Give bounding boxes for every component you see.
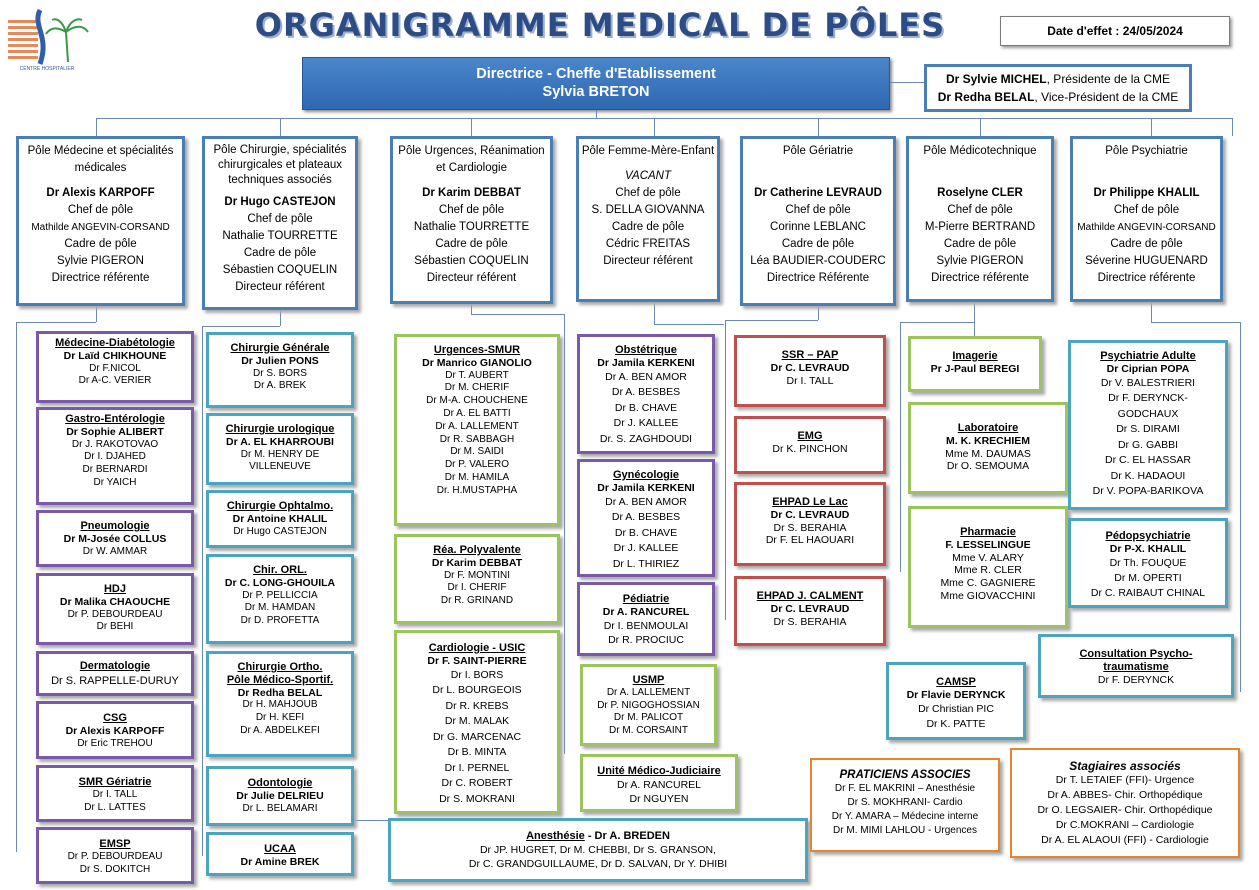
pole-chef: Dr Catherine LEVRAUD — [754, 187, 882, 199]
service-member: Dr A. LALLEMENT — [435, 420, 519, 432]
pole-medicotechnique — [906, 136, 1054, 302]
pole-cadre-role: Cadre de pôle — [435, 238, 508, 250]
pole-cadre-role: Cadre de pôle — [943, 238, 1017, 250]
service-chief: Dr M-Josée COLLUS — [63, 532, 167, 545]
service-member: Mme M. DAUMAS — [945, 447, 1031, 460]
service-chief: Dr Ciprian POPA — [1106, 362, 1190, 375]
service-member: Dr R. KREBS — [445, 699, 509, 712]
service-chirurgie-urologique — [206, 413, 354, 485]
service-member: Dr A. BESBES — [611, 511, 681, 524]
service-member: Dr B. CHAVE — [614, 526, 678, 539]
pole-chef-role: Chef de pôle — [67, 204, 134, 216]
stagiaire-item: Dr T. LETAIEF (FFI)- Urgence — [1055, 773, 1195, 786]
service-subtitle: Pôle Médico-Sportif. — [226, 673, 334, 686]
service-title: Chirurgie Ortho. — [237, 661, 323, 673]
service-title: CSG — [103, 712, 127, 724]
stagiaires-associes-box — [1010, 748, 1240, 858]
service-title: Chirurgie urologique — [225, 423, 335, 435]
service-chirurgie-ophtalmo — [206, 490, 354, 548]
service-csg — [36, 701, 194, 759]
service-pharmacie — [908, 506, 1068, 628]
service-member: Dr P. DEBOURDEAU — [67, 850, 163, 862]
pole-chef: VACANT — [624, 170, 671, 182]
service-member: Dr C. EL HASSAR — [1105, 454, 1191, 467]
service-pneumologie — [36, 510, 194, 567]
pole-chef-role: Chef de pôle — [785, 204, 851, 216]
pole-cadre: Mathilde ANGEVIN-CORSAND — [31, 222, 170, 233]
service-subtitle: traumatisme — [1103, 660, 1169, 673]
praticien-item: Dr M. MIMI LAHLOU - Urgences — [833, 824, 977, 836]
cme-president-role: , Présidente de la CME — [1046, 72, 1171, 86]
service-medecine-diabetologie — [36, 331, 194, 403]
service-chief: Dr Laïd CHIKHOUNE — [63, 349, 167, 362]
logo-text: CENTRE HOSPITALIER — [19, 66, 75, 72]
service-chief: Dr A. RANCUREL — [602, 605, 690, 618]
service-member: Dr I. CHERIF — [447, 582, 507, 594]
service-gastro — [36, 407, 194, 505]
service-member: Dr L. BELAMARI — [242, 802, 318, 814]
pole-chef-role: Chef de pôle — [615, 187, 681, 199]
service-member: Dr A. ABDELKEFI — [240, 724, 320, 736]
service-member: Dr B. MINTA — [447, 746, 507, 759]
service-member: Dr YAICH — [93, 476, 137, 488]
service-imagerie — [908, 336, 1042, 392]
service-chief: Dr Manrico GIANOLIO — [422, 356, 532, 369]
service-title: Pédopsychiatrie — [1105, 530, 1191, 542]
pole-dir-role: Directeur référent — [426, 272, 517, 284]
service-chief: Dr C. LEVRAUD — [770, 602, 850, 615]
service-chief: Dr C. LONG-GHOUILA — [224, 576, 336, 589]
service-chief: Dr F. SAINT-PIERRE — [427, 654, 527, 667]
service-title: Médecine-Diabétologie — [55, 337, 175, 349]
service-chief: Dr Malika CHAOUCHE — [59, 595, 171, 608]
service-member: Dr F. MONTINI — [443, 569, 511, 581]
service-chief: Dr C. LEVRAUD — [770, 508, 850, 521]
service-title: Gynécologie — [612, 469, 680, 481]
service-member: Dr I. DJAHED — [84, 451, 146, 463]
pole-dir: Sylvie PIGERON — [936, 255, 1024, 267]
service-member: Mme C. GAGNIERE — [940, 577, 1036, 590]
service-member: Dr S. BERAHIA — [773, 521, 847, 534]
cme-president-name: Dr Sylvie MICHEL — [945, 72, 1047, 86]
pole-title: Pôle Femme-Mère-Enfant — [581, 145, 715, 157]
service-title: Chirurgie Ophtalmo. — [226, 500, 334, 512]
pole-chef-role: Chef de pôle — [947, 204, 1013, 216]
pole-dir: Sébastien COQUELIN — [222, 264, 338, 276]
cme-vice-name: Dr Redha BELAL — [937, 90, 1035, 104]
service-gynecologie — [577, 459, 715, 577]
service-title: CAMSP — [936, 676, 976, 688]
service-member: Dr S. RAPPELLE-DURUY — [51, 674, 179, 687]
service-member: Dr B. CHAVE — [614, 401, 678, 414]
cme-vice-role: , Vice-Président de la CME — [1034, 90, 1179, 104]
service-member: Dr I. TALL — [92, 788, 138, 800]
stagiaire-item: Dr O. LEGSAIER- Chir. Orthopédique — [1037, 803, 1213, 816]
service-title: Unité Médico-Judiciaire — [597, 765, 721, 777]
service-chief: Dr Jamila KERKENI — [597, 356, 695, 369]
service-chief: Dr Julie DELRIEU — [236, 789, 324, 802]
pole-dir-role: Directrice référente — [931, 272, 1029, 284]
service-title: EMG — [797, 430, 823, 442]
service-member: Dr J. KALLEE — [613, 417, 679, 430]
service-title: EHPAD J. CALMENT — [756, 590, 864, 602]
service-member: Dr S. MOKRANI — [439, 792, 515, 805]
service-member: Dr T. AUBERT — [445, 369, 509, 381]
pole-chef: Dr Alexis KARPOFF — [46, 187, 155, 199]
service-title: EMSP — [99, 838, 131, 850]
service-member: Dr R. SABBAGH — [439, 433, 515, 445]
service-member: Dr A. LALLEMENT — [606, 686, 691, 698]
service-member: Dr I. BENMOULAI — [603, 619, 689, 632]
pole-chef-role: Chef de pôle — [438, 204, 505, 216]
pole-chef: Roselyne CLER — [937, 187, 1023, 199]
service-member: Dr F. EL HAOUARI — [765, 534, 855, 547]
service-member: Dr M-A. CHOUCHENE — [426, 395, 528, 407]
service-member: Dr H. MAHJOUB — [242, 699, 318, 711]
service-member: Dr J. KALLEE — [613, 542, 679, 555]
praticien-item: Dr Y. AMARA – Médecine interne — [831, 810, 979, 822]
service-usmp — [580, 664, 717, 746]
service-member: Mme GIOVACCHINI — [940, 589, 1036, 602]
director-name: Sylvia BRETON — [542, 84, 650, 100]
service-chief: - Dr A. BREDEN — [584, 830, 670, 842]
service-member: Dr F. DERYNCK — [1097, 673, 1175, 686]
service-chief: Dr Jamila KERKENI — [597, 481, 695, 494]
service-title: USMP — [632, 674, 665, 686]
service-chief: Dr C. LEVRAUD — [770, 361, 850, 374]
service-member: Dr BERNARDI — [82, 464, 148, 476]
service-member: VILLENEUVE — [249, 461, 311, 473]
pole-dir: Léa BAUDIER-COUDERC — [750, 255, 886, 267]
cme-box — [924, 64, 1192, 112]
service-member: Dr S. DIRAMI — [1116, 423, 1180, 436]
praticiens-title: PRATICIENS ASSOCIES — [839, 769, 971, 781]
service-member: Dr F.NICOL — [89, 362, 141, 374]
director-role: Directrice - Cheffe d'Etablissement — [476, 66, 716, 82]
service-title: Odontologie — [247, 777, 313, 789]
pole-cadre-role: Cadre de pôle — [781, 238, 855, 250]
service-chief: Dr Redha BELAL — [237, 686, 323, 699]
service-ucaa — [206, 832, 354, 876]
service-title: Laboratoire — [957, 422, 1019, 434]
service-chief: Pr J-Paul BEREGI — [930, 362, 1020, 375]
service-member: Mme R. CLER — [954, 564, 1022, 577]
service-odontologie — [206, 766, 354, 826]
service-member: GODCHAUX — [1117, 407, 1179, 420]
service-laboratoire — [908, 402, 1068, 494]
service-member: Dr. S. ZAGHDOUDI — [599, 432, 693, 445]
service-chief: Dr A. EL KHARROUBI — [226, 435, 334, 448]
service-member: Dr C. RAIBAUT CHINAL — [1090, 586, 1206, 599]
service-title: Chir. ORL. — [253, 564, 307, 576]
service-member: Dr P. DEBOURDEAU — [67, 608, 163, 620]
page-title: ORGANIGRAMME MEDICAL DE PÔLES — [254, 6, 946, 44]
service-member: Dr A-C. VERIER — [78, 375, 152, 387]
service-ehpad-j-calment — [734, 576, 886, 646]
service-member: Dr A. EL BATTI — [443, 407, 511, 419]
pole-dir: Sébastien COQUELIN — [414, 255, 529, 267]
service-title: EHPAD Le Lac — [772, 496, 848, 508]
service-emg — [734, 416, 886, 474]
service-hdj — [36, 573, 194, 645]
pole-dir-role: Directeur référent — [235, 281, 325, 293]
service-title: Gastro-Entérologie — [65, 413, 165, 425]
service-member: Mme V. ALARY — [952, 551, 1024, 564]
pole-geriatrie — [740, 136, 896, 306]
stagiaire-item: Dr C.MOKRANI – Cardiologie — [1055, 818, 1195, 831]
service-ssr-pap — [734, 335, 886, 407]
service-member: Dr G. GABBI — [1117, 438, 1179, 451]
praticien-item: Dr F. EL MAKRINI – Anesthésie — [834, 782, 976, 794]
service-member: Dr J. RAKOTOVAO — [71, 438, 159, 450]
pole-cadre: M-Pierre BERTRAND — [924, 221, 1036, 233]
service-title: Réa. Polyvalente — [433, 544, 521, 556]
pole-medecine — [16, 136, 185, 306]
director-box — [302, 57, 890, 110]
service-member: Dr JP. HUGRET, Dr M. CHEBBI, Dr S. GRANSON, — [479, 843, 717, 856]
pole-cadre: S. DELLA GIOVANNA — [591, 204, 705, 216]
service-member: Dr A. BEN AMOR — [605, 370, 687, 383]
pole-title: Pôle Médecine et spécialités médicales — [27, 145, 174, 174]
pole-urgences — [390, 136, 553, 304]
pole-chef-role: Chef de pôle — [1113, 204, 1180, 216]
service-chief: Dr Alexis KARPOFF — [65, 724, 165, 737]
service-member: Dr I. PERNEL — [444, 761, 510, 774]
pole-chirurgie — [202, 136, 358, 310]
praticien-item: Dr S. MOKHRANI- Cardio — [847, 796, 963, 808]
service-chief: Dr Amine BREK — [240, 855, 320, 868]
pole-chef: Dr Karim DEBBAT — [422, 187, 521, 199]
service-unite-medico-judiciaire — [580, 754, 738, 812]
service-chief: Dr Flavie DERYNCK — [906, 688, 1006, 701]
service-chirurgie-orl — [206, 554, 354, 644]
pole-chef: Dr Philippe KHALIL — [1093, 187, 1200, 199]
service-pedopsychiatrie — [1068, 518, 1228, 608]
pole-dir-role: Directrice référente — [51, 272, 150, 284]
service-member: Dr D. PROFETTA — [240, 615, 320, 627]
service-title: Chirurgie Générale — [230, 342, 330, 354]
service-member: Dr NGUYEN — [629, 792, 689, 805]
pole-dir-role: Directrice référente — [1097, 272, 1196, 284]
service-member: Dr M. HAMILA — [444, 471, 510, 483]
pole-chef: Dr Hugo CASTEJON — [224, 196, 336, 208]
pole-femme-mere-enfant — [576, 136, 720, 302]
service-psychiatrie-adulte — [1068, 340, 1228, 510]
pole-dir: Séverine HUGUENARD — [1085, 255, 1208, 267]
pole-title: Pôle Urgences, Réanimation et Cardiologie — [398, 145, 545, 174]
service-member: Dr Christian PIC — [918, 702, 994, 715]
service-title: Dermatologie — [79, 660, 151, 672]
pole-title: Pôle Psychiatrie — [1105, 145, 1188, 157]
service-member: Dr A. BREK — [253, 380, 307, 392]
service-title: Psychiatrie Adulte — [1100, 350, 1196, 362]
service-chirurgie-ortho — [206, 651, 354, 757]
service-title: Pédiatrie — [622, 593, 670, 605]
service-title: Urgences-SMUR — [433, 344, 521, 356]
service-cardiologie-usic — [394, 630, 560, 814]
service-chief: M. K. KRECHIEM — [946, 434, 1030, 447]
service-member: Dr P. VALERO — [444, 459, 510, 471]
service-member: Dr Eric TREHOU — [77, 737, 153, 749]
service-member: Dr S. BERAHIA — [773, 615, 847, 628]
service-member: Dr BEHI — [96, 621, 134, 633]
service-member: Dr R. GRINAND — [440, 595, 514, 607]
service-member: Dr I. BORS — [450, 668, 504, 681]
service-chief: F. LESSELINGUE — [945, 538, 1031, 551]
service-rea-polyvalente — [394, 534, 560, 624]
service-title: Imagerie — [952, 350, 998, 362]
pole-dir-role: Directeur référent — [603, 255, 693, 267]
service-member: Dr M. MALAK — [444, 715, 510, 728]
service-title: SSR – PAP — [781, 349, 839, 361]
service-member: Dr F. DERYNCK- — [1108, 392, 1188, 405]
service-member: Dr L. BOURGEOIS — [432, 684, 522, 697]
service-member: Dr C. ROBERT — [441, 777, 513, 790]
pole-cadre-role: Cadre de pôle — [64, 238, 137, 250]
service-chief: Dr P-X. KHALIL — [1109, 542, 1187, 555]
service-member: Dr S. BORS — [253, 367, 307, 379]
service-pediatrie — [577, 582, 715, 656]
service-member: Dr A. RANCUREL — [616, 778, 701, 791]
pole-cadre-role: Cadre de pôle — [243, 247, 317, 259]
service-member: Dr W. AMMAR — [82, 545, 148, 557]
service-member: Dr P. PELLICCIA — [242, 589, 318, 601]
service-member: Dr A. BEN AMOR — [605, 495, 687, 508]
stagiaire-item: Dr A. EL ALAOUI (FFI) - Cardiologie — [1041, 833, 1209, 846]
service-member: Dr M. HENRY DE — [240, 448, 320, 460]
service-title: Cardiologie - USIC — [428, 642, 526, 654]
service-obstetrique — [577, 334, 715, 454]
pole-cadre: Corinne LEBLANC — [770, 221, 866, 233]
service-chirurgie-generale — [206, 332, 354, 408]
service-title: Consultation Psycho- — [1079, 648, 1193, 660]
service-member: Dr L. THIRIEZ — [612, 557, 680, 570]
service-title: Anesthésie — [526, 830, 585, 842]
service-anesthesie — [388, 818, 808, 882]
service-member: Dr M. CHERIF — [444, 382, 510, 394]
service-member: Dr L. LATTES — [84, 801, 146, 813]
service-member: Dr M. OPERTI — [1114, 571, 1182, 584]
service-title: UCAA — [264, 843, 296, 855]
effective-date: Date d'effet : 24/05/2024 — [1000, 16, 1230, 46]
pole-dir-role: Directrice Référente — [766, 272, 870, 284]
stagiaire-item: Dr A. ABBES- Chir. Orthopédique — [1047, 788, 1203, 801]
service-member: Dr V. POPA-BARIKOVA — [1092, 485, 1204, 498]
service-member: Dr Hugo CASTEJON — [233, 525, 327, 537]
pole-title: Pôle Chirurgie, spécialités chirurgicales et plateaux techniques associés — [213, 144, 347, 186]
service-camsp — [886, 662, 1026, 740]
pole-chef-role: Chef de pôle — [247, 213, 313, 225]
pole-title: Pôle Médicotechnique — [923, 145, 1037, 157]
service-member: Dr S. DOKITCH — [79, 863, 151, 875]
service-member: Dr K. PATTE — [926, 717, 986, 730]
service-chief: Dr Antoine KHALIL — [232, 512, 328, 525]
service-member: Dr R. PROCIUC — [608, 633, 684, 646]
service-member: Dr M. HAMDAN — [244, 602, 316, 614]
service-member: Dr V. BALESTRIERI — [1100, 376, 1196, 389]
service-member: Dr O. SEMOUMA — [946, 460, 1030, 473]
service-member: Dr H. KEFI — [255, 712, 305, 724]
pole-title: Pôle Gériatrie — [782, 145, 854, 157]
pole-cadre: Mathilde ANGEVIN-CORSAND — [1077, 222, 1216, 233]
pole-cadre-role: Cadre de pôle — [611, 221, 685, 233]
service-title: HDJ — [103, 583, 126, 595]
service-consultation-psychotraumatisme — [1038, 634, 1234, 698]
service-smr-geriatrie — [36, 765, 194, 822]
service-member: Dr Th. FOUQUE — [1109, 556, 1187, 569]
service-member: Dr K. HADAOUI — [1110, 469, 1186, 482]
service-member: Dr P. NIGOGHOSSIAN — [597, 699, 700, 711]
service-member: Dr G. MARCENAC — [432, 730, 522, 743]
service-chief: Dr Julien PONS — [241, 354, 319, 367]
service-chief: Dr Karim DEBBAT — [431, 556, 523, 569]
service-dermatologie — [36, 651, 194, 696]
service-chief: Dr Sophie ALIBERT — [66, 425, 164, 438]
service-member: Dr I. TALL — [786, 374, 834, 387]
pole-cadre-role: Cadre de pôle — [1110, 238, 1183, 250]
service-member: Dr. H.MUSTAPHA — [436, 484, 518, 496]
pole-dir: Sylvie PIGERON — [57, 255, 144, 267]
service-urgences-smur — [394, 334, 560, 526]
service-member: Dr C. GRANDGUILLAUME, Dr D. SALVAN, Dr Y. DHIBI — [468, 857, 728, 870]
service-ehpad-le-lac — [734, 482, 886, 566]
pole-dir: Cédric FREITAS — [605, 238, 691, 250]
service-member: Dr K. PINCHON — [772, 442, 848, 455]
pole-psychiatrie — [1070, 136, 1223, 302]
service-member: Dr A. BESBES — [611, 386, 681, 399]
service-title: Obstétrique — [615, 344, 677, 356]
praticiens-associes-box — [810, 758, 1000, 852]
service-title: SMR Gériatrie — [78, 776, 152, 788]
stagiaires-title: Stagiaires associés — [1069, 759, 1181, 773]
service-member: Dr M. CORSAINT — [609, 725, 688, 737]
service-emsp — [36, 827, 194, 884]
service-member: Dr M. PALICOT — [613, 712, 684, 724]
pole-cadre: Nathalie TOURRETTE — [413, 221, 530, 233]
service-title: Pneumologie — [80, 520, 150, 532]
pole-cadre: Nathalie TOURRETTE — [222, 230, 338, 242]
service-title: Pharmacie — [960, 526, 1016, 538]
service-member: Dr M. SAIDI — [450, 446, 504, 458]
